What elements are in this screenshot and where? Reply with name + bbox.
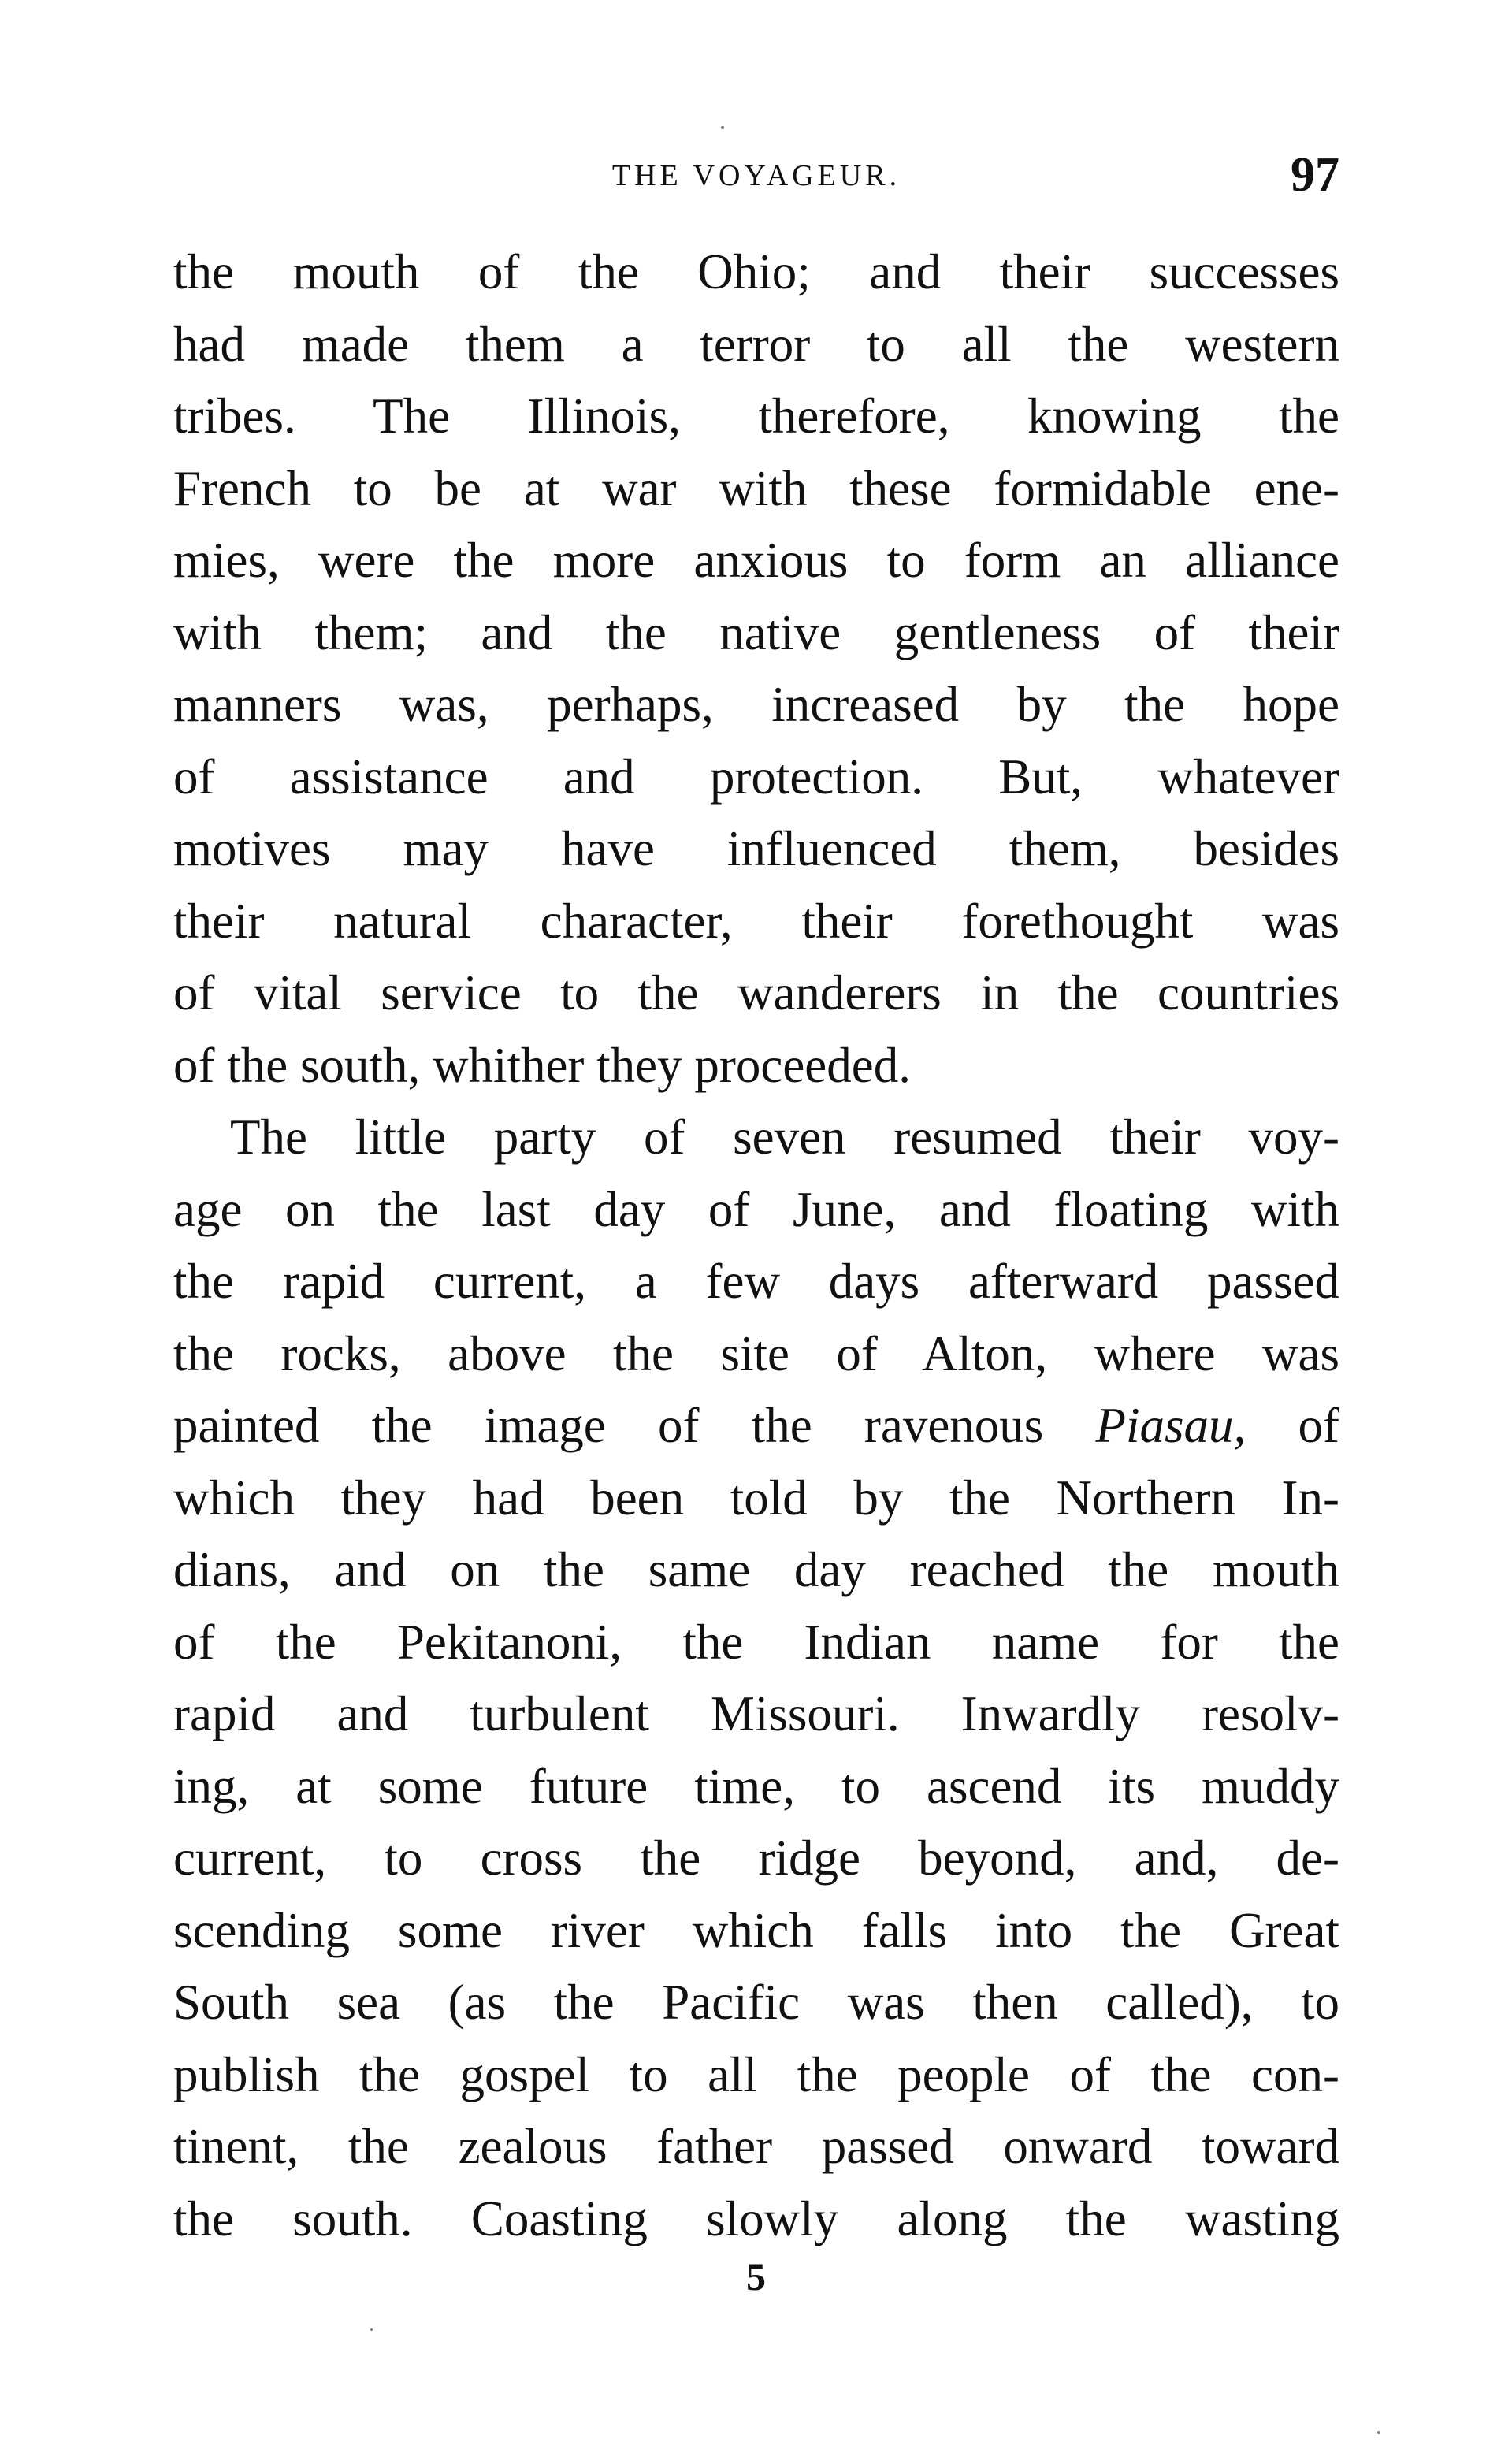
- text-line: the rocks, above the site of Alton, where was: [173, 1325, 1339, 1381]
- signature-mark: 5: [746, 2254, 766, 2298]
- text-line: ing, at some future time, to ascend its muddy: [173, 1758, 1339, 1814]
- text-line: which they had been told by the Northern In-: [173, 1470, 1339, 1526]
- paragraph-start-line: The little party of seven resumed their voy-: [230, 1109, 1339, 1165]
- line-text: painted the image of the ravenous: [173, 1398, 1044, 1453]
- page-number: 97: [1291, 148, 1339, 202]
- text-line: scending some river which falls into the Great: [173, 1902, 1339, 1958]
- paper-speck: [1377, 2431, 1380, 2434]
- text-line: manners was, perhaps, increased by the hope: [173, 677, 1339, 732]
- text-line: had made them a terror to all the western: [173, 316, 1339, 372]
- text-line: tribes. The Illinois, therefore, knowing the: [173, 388, 1339, 444]
- paragraph-end-line: of the south, whither they proceeded.: [173, 1037, 911, 1093]
- text-line: current, to cross the ridge beyond, and, de-: [173, 1830, 1339, 1886]
- text-line: of assistance and protection. But, whatever: [173, 749, 1339, 805]
- text-line: age on the last day of June, and floating with: [173, 1181, 1339, 1237]
- text-line: the rapid current, a few days afterward passed: [173, 1254, 1339, 1309]
- body-text: [173, 236, 1339, 2255]
- text-line: publish the gospel to all the people of the con-: [173, 2046, 1339, 2102]
- italic-word: Piasau,: [1095, 1398, 1246, 1453]
- text-line: their natural character, their forethought was: [173, 893, 1339, 949]
- running-title: THE VOYAGEUR.: [611, 159, 901, 192]
- text-line: rapid and turbulent Missouri. Inwardly resolv-: [173, 1686, 1339, 1741]
- text-line: dians, and on the same day reached the mouth: [173, 1542, 1339, 1597]
- text-line: with them; and the native gentleness of their: [173, 604, 1339, 660]
- paper-speck: [721, 126, 724, 129]
- text-line: motives may have influenced them, besides: [173, 821, 1339, 876]
- text-line: of vital service to the wanderers in the countries: [173, 965, 1339, 1020]
- text-line: mies, were the more anxious to form an alliance: [173, 533, 1339, 588]
- running-head: [173, 148, 1339, 202]
- line-text: of: [1298, 1398, 1340, 1453]
- text-line: of the Pekitanoni, the Indian name for the: [173, 1614, 1339, 1670]
- text-line: the south. Coasting slowly along the wasting: [173, 2191, 1339, 2246]
- text-line: South sea (as the Pacific was then called), to: [173, 1975, 1339, 2030]
- text-line: the mouth of the Ohio; and their successes: [173, 244, 1339, 299]
- text-line-with-italic: [173, 1390, 1339, 1462]
- text-line: French to be at war with these formidable ene-: [173, 460, 1339, 516]
- text-line: tinent, the zealous father passed onward toward: [173, 2119, 1339, 2174]
- paper-speck: [370, 2328, 373, 2331]
